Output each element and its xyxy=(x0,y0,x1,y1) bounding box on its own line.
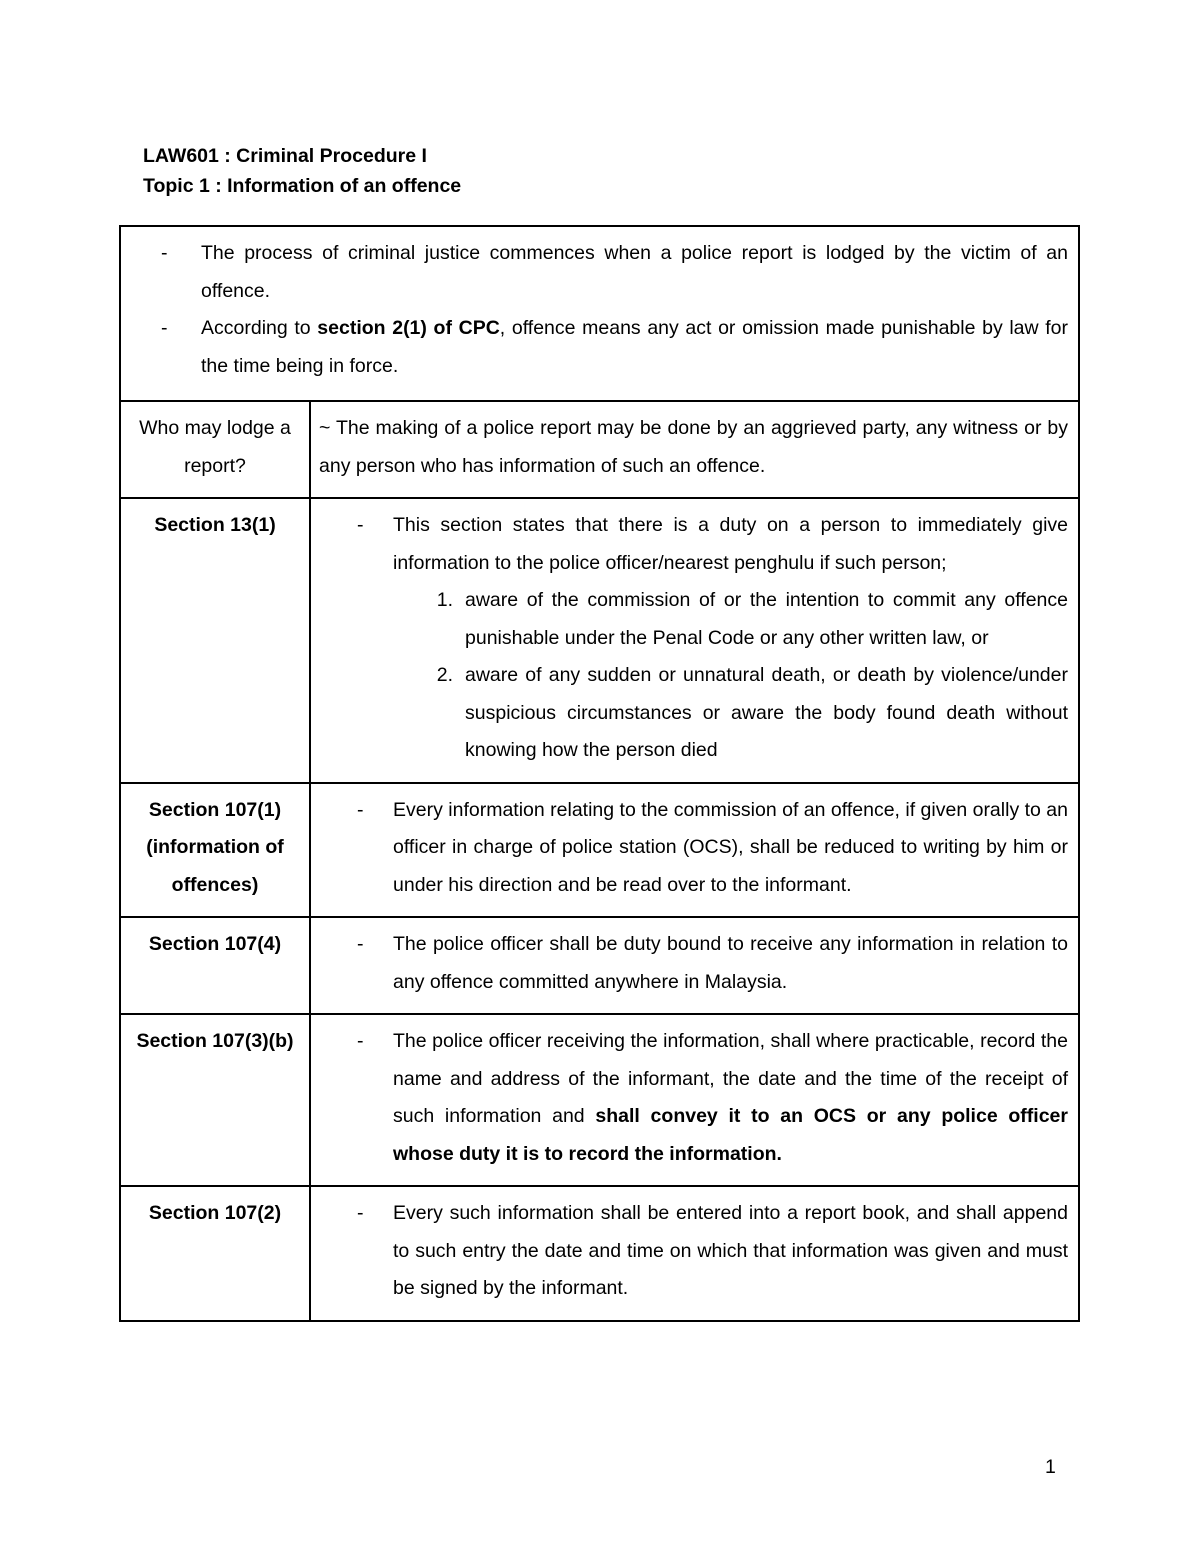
intro-point-2-bold: section 2(1) of CPC xyxy=(317,317,500,339)
row-content xyxy=(310,783,1079,918)
table-row xyxy=(120,401,1079,498)
intro-point-2-post: , offence means any act or omission made punishable by law for the time being in force. xyxy=(201,317,1069,377)
bullet-dash: - xyxy=(161,242,168,264)
row-content: ~ The making of a police report may be done by an aggrieved party, any witness or by any person who has information of such an offence. xyxy=(310,401,1079,498)
bullet-dash: - xyxy=(357,1202,364,1224)
intro-point-2 xyxy=(161,310,1068,385)
numbered-item xyxy=(319,582,1068,657)
list-item-text: The police officer shall be duty bound to receive any information in relation to any offence committed anywhere in Malaysia. xyxy=(393,933,1068,993)
row-content xyxy=(310,498,1079,783)
bullet-dash: - xyxy=(357,798,364,821)
intro-row xyxy=(120,226,1079,401)
bullet-dash: - xyxy=(357,1030,364,1052)
item-number: 1. xyxy=(436,589,453,611)
item-text: aware of the commission of or the intention to commit any offence punishable under the Penal Code or any other written law, or xyxy=(465,589,1068,649)
list-item-text: This section states that there is a duty on a person to immediately give information to the police officer/nearest penghulu if such person; xyxy=(393,514,1068,574)
row-label: Section 107(1) (information of offences) xyxy=(120,783,310,918)
row-label: Section 13(1) xyxy=(120,498,310,783)
course-title: LAW601 : Criminal Procedure I xyxy=(143,145,427,167)
numbered-list xyxy=(319,582,1068,770)
numbered-item xyxy=(319,657,1068,770)
text-bold: shall convey it to an OCS or any police officer whose duty it is to record the information. xyxy=(393,1105,1068,1165)
bullet-dash: - xyxy=(161,317,168,339)
row-label: Section 107(3)(b) xyxy=(120,1014,310,1186)
list-item-text: Every such information shall be entered into a report book, and shall append to such entry the date and time on which that information was given and must be signed by the informant. xyxy=(393,1202,1068,1299)
intro-cell xyxy=(120,226,1079,401)
row-content xyxy=(310,1014,1079,1186)
table-row xyxy=(120,917,1079,1014)
list-item-text: Every information relating to the commission of an offence, if given orally to an officer in charge of police station (OCS), shall be reduced to writing by him or under his direction and be read over to the informant. xyxy=(393,798,1068,896)
item-text: aware of any sudden or unnatural death, or death by violence/under suspicious circumstances or aware the body found death without knowing how the person died xyxy=(465,664,1068,761)
intro-point-1-text: The process of criminal justice commences when a police report is lodged by the victim of an offence. xyxy=(201,242,1068,302)
table-row xyxy=(120,498,1079,783)
row-label: Who may lodge a report? xyxy=(120,401,310,498)
table-row xyxy=(120,783,1079,918)
list-item xyxy=(319,1195,1068,1308)
intro-point-2-pre: According to xyxy=(201,317,318,339)
table-row xyxy=(120,1186,1079,1321)
page-number: 1 xyxy=(1045,1456,1056,1478)
topic-title: Topic 1 : Information of an offence xyxy=(143,175,462,197)
intro-point-1 xyxy=(161,235,1068,310)
intro-point-2-text xyxy=(201,310,1068,385)
bullet-dash: - xyxy=(357,514,364,536)
row-label: Section 107(2) xyxy=(120,1186,310,1321)
list-item xyxy=(319,792,1068,905)
list-item xyxy=(319,507,1068,582)
document-header xyxy=(143,141,461,201)
list-item xyxy=(319,926,1068,1001)
list-item-text xyxy=(393,1023,1068,1173)
item-number: 2. xyxy=(436,664,453,686)
table-row xyxy=(120,1014,1079,1186)
notes-table xyxy=(119,225,1080,1322)
row-content xyxy=(310,917,1079,1014)
row-label: Section 107(4) xyxy=(120,917,310,1014)
text-plain: The police officer receiving the information, shall where practicable, record the name and address of the informant, the date and the time of the receipt of such information and xyxy=(393,1030,1068,1127)
bullet-dash: - xyxy=(357,933,364,955)
row-content xyxy=(310,1186,1079,1321)
list-item xyxy=(319,1023,1068,1173)
